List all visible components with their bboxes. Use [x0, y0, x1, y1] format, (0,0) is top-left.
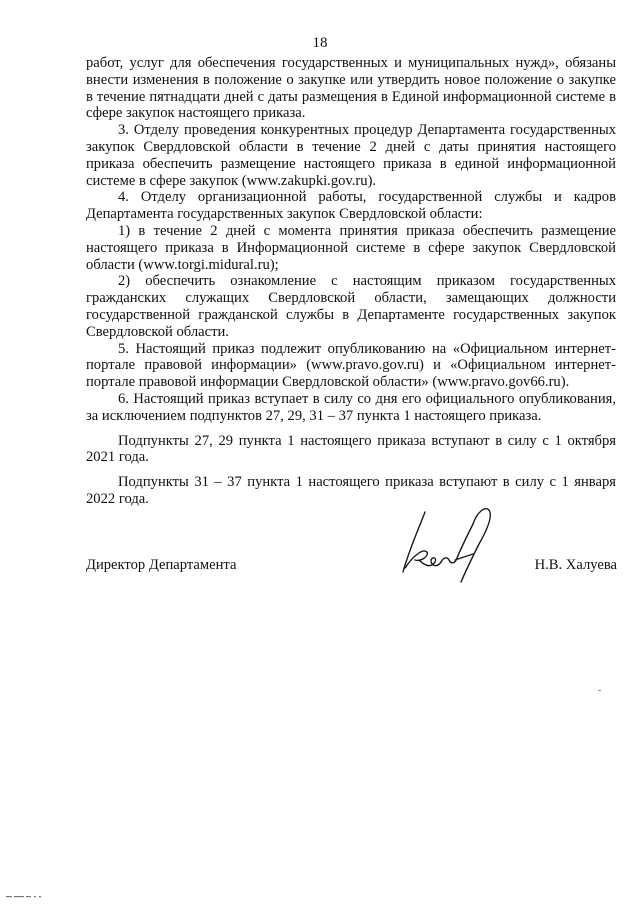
document-body	[86, 55, 616, 508]
scan-artifact	[598, 690, 601, 691]
paragraph-item-3: 3. Отделу проведения конкурентных процедур Департамента государственных закупок Свердловской области в течение 2 дней с даты принятия настоящего приказа обеспечить размещение настоящего приказа в единой информационной системе в сфере закупок (www.zakupki.gov.ru).	[86, 122, 616, 189]
paragraph-effective-october: Подпункты 27, 29 пункта 1 настоящего приказа вступают в силу с 1 октября 2021 года.	[86, 432, 616, 466]
page-number: 18	[312, 35, 328, 51]
signatory-title: Директор Департамента	[86, 557, 237, 573]
paragraph-item-4: 4. Отделу организационной работы, государственной службы и кадров Департамента государственных закупок Свердловской области:	[86, 189, 616, 223]
signatory-name: Н.В. Халуева	[534, 557, 617, 573]
footer-scan-mark	[6, 895, 46, 899]
signature-row	[86, 557, 617, 577]
paragraph-effective-january: Подпункты 31 – 37 пункта 1 настоящего приказа вступают в силу с 1 января 2022 года.	[86, 474, 616, 507]
paragraph-continuation: работ, услуг для обеспечения государственных и муниципальных нужд», обязаны внести изменения в положение о закупке или утвердить новое положение о закупке в течение пятнадцати дней с даты размещения в Единой информационной системе в сфере закупок настоящего приказа.	[86, 55, 616, 122]
paragraph-subitem-1: 1) в течение 2 дней с момента принятия приказа обеспечить размещение настоящего приказа в Информационной системе в сфере закупок Свердловской области (www.torgi.midural.ru);	[86, 222, 616, 273]
paragraph-item-5: 5. Настоящий приказ подлежит опубликованию на «Официальном интернет-портале правовой информации» (www.pravo.gov.ru) и «Официальном интернет-портале правовой информации Свердловской области» (www.pravo.gov66.ru).	[86, 340, 616, 391]
paragraph-item-6: 6. Настоящий приказ вступает в силу со дня его официального опубликования, за исключением подпунктов 27, 29, 31 – 37 пункта 1 настоящего приказа.	[86, 390, 616, 424]
paragraph-subitem-2: 2) обеспечить ознакомление с настоящим приказом государственных гражданских служащих Свердловской области, замещающих должности государственной гражданской службы в Департаменте государственных закупок Свердловской области.	[86, 273, 616, 340]
